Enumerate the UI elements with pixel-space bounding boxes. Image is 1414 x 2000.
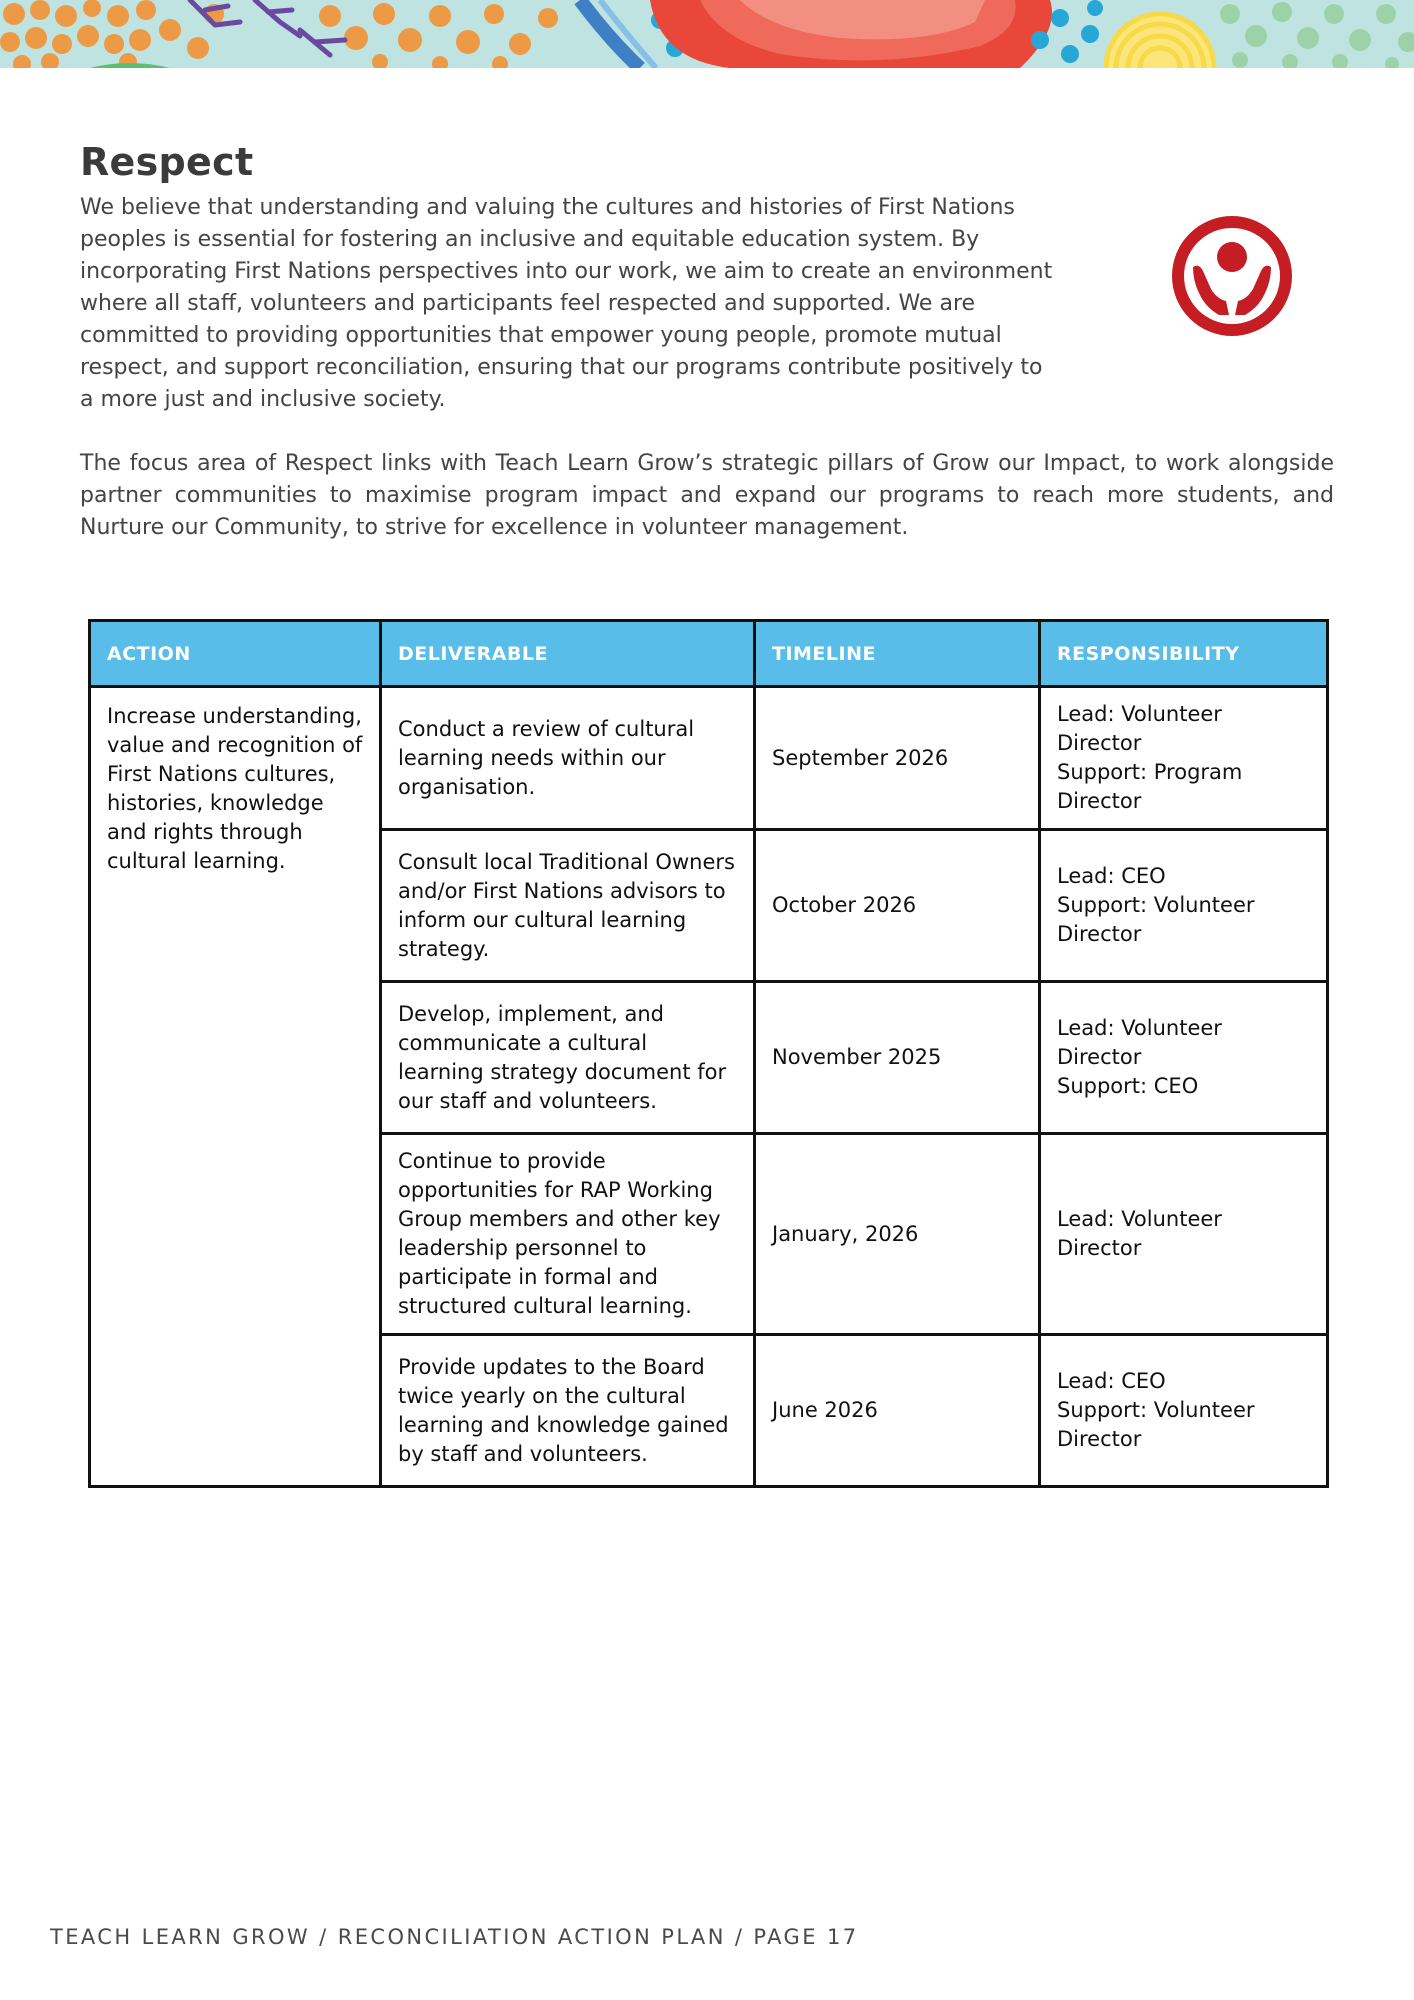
header-action: ACTION (90, 621, 381, 687)
focus-paragraph: The focus area of Respect links with Teach Learn Grow’s strategic pillars of Grow our Impact, to work alongside partner communities to maximise program impact and expand our programs to reach more students, and Nurture our Community, to strive for excellence in volunteer management. (80, 451, 1334, 540)
responsibility-lead: Lead: CEO (1057, 1369, 1166, 1393)
table-header-row (90, 621, 1328, 687)
responsibility-cell (1040, 1335, 1328, 1487)
action-cell: Increase understanding, value and recognition of First Nations cultures, histories, knowledge and rights through cultural learning. (90, 687, 381, 1487)
timeline-cell: November 2025 (755, 982, 1040, 1134)
intro-paragraph: We believe that understanding and valuing the cultures and histories of First Nations peoples is essential for fostering an inclusive and equitable education system. By incorporating First Nations perspectives into our work, we aim to create an environment where all staff, volunteers and participants feel respected and supported. We are committed to providing opportunities that empower young people, promote mutual respect, and support reconciliation, ensuring that our programs contribute positively to a more just and inclusive society. (80, 195, 1053, 412)
page-title: Respect (80, 140, 254, 184)
responsibility-cell (1040, 687, 1328, 830)
deliverable-cell: Provide updates to the Board twice yearly on the cultural learning and knowledge gained by staff and volunteers. (381, 1335, 755, 1487)
timeline-cell: June 2026 (755, 1335, 1040, 1487)
responsibility-lead: Lead: Volunteer Director (1057, 702, 1222, 755)
responsibility-support: Support: Volunteer Director (1057, 1398, 1255, 1451)
responsibility-lead: Lead: Volunteer Director (1057, 1207, 1222, 1260)
timeline-cell: October 2026 (755, 830, 1040, 982)
responsibility-support: Support: Volunteer Director (1057, 893, 1255, 946)
responsibility-support: Support: Program Director (1057, 760, 1243, 813)
header-timeline: TIMELINE (755, 621, 1040, 687)
table-row (90, 687, 1328, 830)
deliverable-cell: Develop, implement, and communicate a cultural learning strategy document for our staff and volunteers. (381, 982, 755, 1134)
responsibility-cell (1040, 830, 1328, 982)
responsibility-lead: Lead: Volunteer Director (1057, 1016, 1222, 1069)
timeline-cell: September 2026 (755, 687, 1040, 830)
responsibility-lead: Lead: CEO (1057, 864, 1166, 888)
header-responsibility: RESPONSIBILITY (1040, 621, 1328, 687)
responsibility-support: Support: CEO (1057, 1074, 1199, 1098)
artwork-banner (0, 0, 1414, 68)
timeline-cell: January, 2026 (755, 1134, 1040, 1335)
responsibility-cell (1040, 982, 1328, 1134)
header-deliverable: DELIVERABLE (381, 621, 755, 687)
action-plan-table (88, 619, 1329, 1488)
deliverable-cell: Consult local Traditional Owners and/or First Nations advisors to inform our cultural learning strategy. (381, 830, 755, 982)
deliverable-cell: Continue to provide opportunities for RAP Working Group members and other key leadership personnel to participate in formal and structured cultural learning. (381, 1134, 755, 1335)
deliverable-cell: Conduct a review of cultural learning needs within our organisation. (381, 687, 755, 830)
respect-hands-icon (1171, 215, 1293, 337)
page-footer: TEACH LEARN GROW / RECONCILIATION ACTION PLAN / PAGE 17 (50, 1925, 859, 1949)
responsibility-cell (1040, 1134, 1328, 1335)
